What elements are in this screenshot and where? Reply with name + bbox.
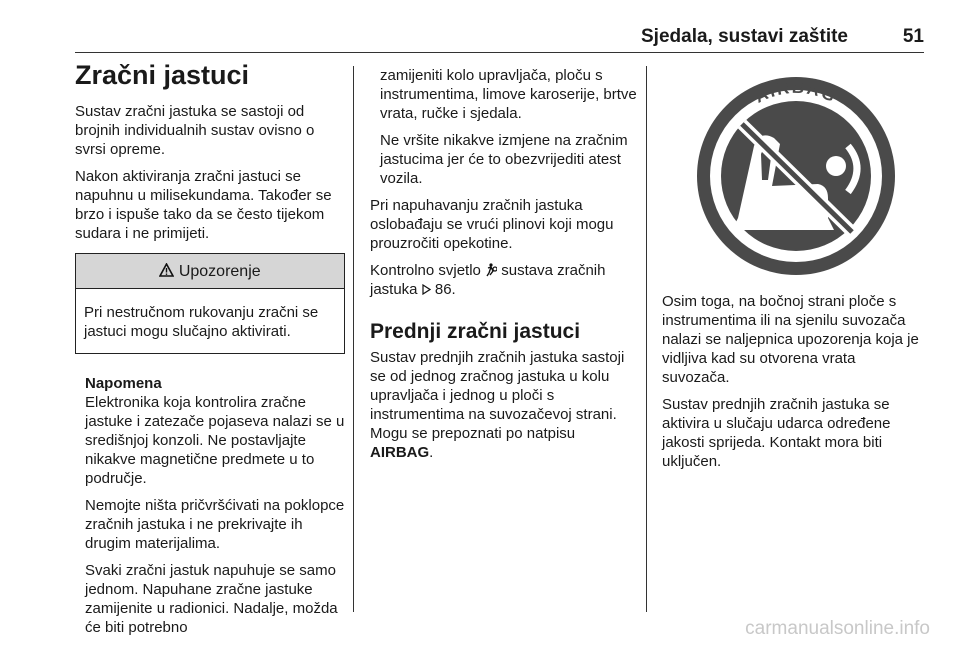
- note-block: [75, 374, 345, 637]
- airbag-label-text: AIRBAG: [751, 77, 841, 107]
- paragraph: Sustav zračni jastuka se sastoji od brojnih individualnih sustav ovisno o svrsi opreme.: [75, 103, 315, 158]
- page-header-title: Sjedala, sustavi zaštite: [641, 26, 848, 47]
- header-rule: [75, 52, 924, 53]
- warning-box: [75, 253, 345, 354]
- column-2: [370, 66, 640, 470]
- paragraph: [370, 261, 640, 299]
- column-1: [75, 60, 345, 645]
- text-fragment: Sustav prednjih zračnih jastuka sastoji se od jednog zračnog jastuka u kolu upravljača i jednog u ploči s instrumentima na suvozačevoj strani. Mogu se prepoznati po natpisu: [370, 349, 625, 442]
- page-number: 51: [902, 26, 924, 47]
- note-paragraph: Elektronika koja kontrolira zračne jastuke i zatezače pojaseva nalazi se u središnjoj konzoli. Ne postavljajte nikakve magnetične predmete u to područje.: [85, 394, 345, 487]
- column-3: [662, 292, 927, 479]
- paragraph: Sustav prednjih zračnih jastuka se aktivira u slučaju udarca određene jakosti sprijeda. Kontakt mora biti uključen.: [662, 396, 891, 470]
- text-fragment: Kontrolno svjetlo: [370, 262, 481, 279]
- paragraph: Osim toga, na bočnoj strani ploče s instrumentima ili na sjenilu suvozača nalazi se naljepnica upozorenja koja je vidljiva kad su otvorena vrata suvozača.: [662, 293, 919, 386]
- section-heading: Prednji zračni jastuci: [370, 320, 581, 343]
- paragraph: Pri napuhavanju zračnih jastuka oslobađaju se vrući plinovi koji mogu prouzročiti opekotine.: [370, 197, 614, 252]
- note-paragraph: Svaki zračni jastuk napuhuje se samo jednom. Napuhane zračne jastuke zamijenite u radionici. Nadalje, možda će biti potrebno: [85, 562, 338, 636]
- airbag-keyword: AIRBAG: [370, 444, 430, 461]
- warning-text: Pri nestručnom rukovanju zračni se jastuci mogu slučajno aktivirati.: [84, 304, 319, 340]
- paragraph: [370, 348, 640, 462]
- section-heading: Zračni jastuci: [75, 60, 250, 90]
- note-paragraph: Ne vršite nikakve izmjene na zračnim jastucima jer će to obezvrijediti atest vozila.: [380, 132, 628, 187]
- column-divider-2: [646, 66, 647, 612]
- no-rear-facing-child-seat-airbag-label-icon: [668, 68, 924, 280]
- warning-label: Upozorenje: [178, 263, 261, 280]
- page-reference: 86.: [434, 281, 456, 298]
- paragraph: Nakon aktiviranja zračni jastuci se napuhnu u milisekundama. Također se brzo i ispuše tako da se često tijekom sudara i ne primijeti.: [75, 168, 332, 242]
- page-reference-icon: [422, 281, 435, 298]
- text-fragment: .: [429, 444, 434, 461]
- warning-header: [76, 254, 344, 289]
- watermark-footer: carmanualsonline.info: [745, 618, 930, 639]
- note-paragraph: zamijeniti kolo upravljača, ploču s instrumentima, limove karoserije, brtve vrata, ručke i sjedala.: [380, 67, 637, 122]
- airbag-warning-light-icon: [485, 262, 501, 279]
- warning-triangle-icon: [159, 263, 178, 280]
- note-paragraph: Nemojte ništa pričvršćivati na poklopce zračnih jastuka i ne prekrivajte ih drugim materijalima.: [85, 497, 345, 552]
- note-title: Napomena: [85, 375, 162, 392]
- text-fragment: sustava zračnih jastuka: [370, 262, 606, 298]
- column-divider-1: [353, 66, 354, 612]
